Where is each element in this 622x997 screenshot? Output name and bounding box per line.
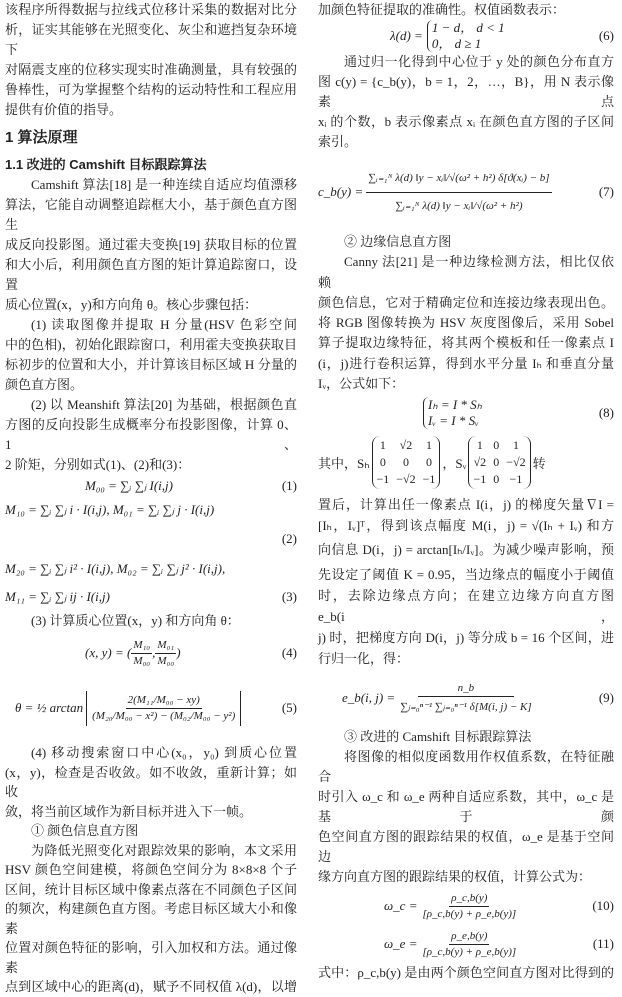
- equation-number: (11): [592, 936, 614, 952]
- text-line: 时引入 ω_c 和 ω_e 两种自适应系数，其中，ω_c 是基于颜: [318, 789, 614, 825]
- text-line: xᵢ 的个数，b 表示像素点 xᵢ 在颜色直方图的子区间: [318, 114, 614, 129]
- numerator: M₁₀: [131, 638, 152, 654]
- text-line: 将图像的相似度函数用作权值系数，在特征融合: [318, 749, 614, 785]
- text-line: 向信息 D(i，j) = arctan[Iₕ/Iᵥ]。为减少噪声影响，预: [318, 542, 614, 558]
- text-line: 加颜色特征提取的准确性。权值函数表示：: [318, 2, 566, 17]
- sobel-h-matrix: [372, 436, 441, 489]
- equation-number: (3): [281, 589, 297, 604]
- numerator: ∑ᵢ₌₁ᴺ λ(d) ‖y − xᵢ‖/√(ω² + h²) δ[ϑ(xᵢ) − b]: [366, 165, 551, 193]
- equation-number: (2): [281, 531, 297, 546]
- text-line: 方图的反向投影生成概率分布投影图像，计算 0、1、: [5, 417, 297, 452]
- fraction: [90, 693, 237, 724]
- text-line: (x，y)，检查是否收敛。如不收敛，重新计算；如收: [5, 764, 297, 799]
- case: Iᵥ = I * Sᵥ: [428, 413, 479, 429]
- last-line: [318, 963, 614, 983]
- equation-text: (x, y) = (: [85, 645, 132, 660]
- equation-text: ω_c =: [384, 898, 418, 914]
- weight-intro: [318, 0, 614, 20]
- edge-histogram-heading: ② 边缘信息直方图: [344, 234, 452, 249]
- text-line: (i，j)进行卷积运算，得到水平分量 Iₕ 和垂直分量: [318, 355, 614, 371]
- matrix-cell: 1: [426, 437, 433, 452]
- equation-text: c_b(y) =: [318, 184, 364, 199]
- text-line: 的频次，构建颜色直方图。考虑目标区域大小和像素: [5, 901, 297, 936]
- denominator: ∑ⱼ₌₀ⁿ⁻¹ ∑ⱼ₌₀ⁿ⁻¹ δ[M(i, j) − K]: [400, 701, 532, 714]
- text-line: 时，去除边缘点方向；在建立边缘方向直方图 e_b(i，: [318, 588, 614, 625]
- text-line: 颜色直方图。: [5, 377, 84, 392]
- camshift-paragraph: [5, 175, 297, 475]
- matrix-cell: √2: [473, 454, 487, 469]
- text-line: (3) 计算质心位置(x，y) 和方向角 θ：: [31, 613, 240, 628]
- fraction: [420, 929, 518, 960]
- case: 1 − d， d < 1: [431, 20, 505, 35]
- text-line: Canny 法[21] 是一种边缘检测方法，相比仅依赖: [318, 254, 614, 290]
- text-line: 色空间直方图的跟踪结果的权值，ω_e 是基于空间边: [318, 829, 614, 865]
- text-line: 标初步的位置和大小，并计算该目标区域 H 分量的: [5, 357, 297, 372]
- equation-1: [5, 475, 297, 497]
- text-line: (1) 读取图像并提取 H 分量(HSV 色彩空间: [31, 317, 297, 332]
- equation-text: e_b(i, j) =: [342, 690, 396, 706]
- matrix-cell: −1: [509, 471, 523, 486]
- equation-11: [318, 925, 614, 963]
- equation-text: M₂₀ = ∑ᵢ ∑ⱼ i² · I(i,j), M₀₂ = ∑ᵢ ∑ⱼ j² · I(i,j),: [5, 561, 226, 576]
- numerator: M₀₁: [155, 638, 176, 654]
- text-line: 为降低光照变化对跟踪效果的影响，本文采用: [31, 842, 297, 858]
- equation-2: [5, 497, 297, 555]
- matrix-cell: √2: [399, 437, 413, 452]
- text-line: 缘方向直方图的跟踪结果的权值，计算公式为：: [318, 869, 592, 885]
- text-line: 通过归一化得到中心位于 y 处的颜色分布直方: [344, 54, 614, 69]
- denominator: [ρ_c,b(y) + ρ_e,b(y)]: [422, 907, 517, 920]
- equation-number: (10): [592, 898, 614, 914]
- text-line: 质心位置(x，y)和方向角 θ。核心步骤包括：: [5, 297, 258, 312]
- equation-number: (7): [598, 184, 614, 199]
- equation-5: [5, 675, 297, 741]
- right-column: [318, 0, 614, 983]
- matrix-cell: 0: [379, 454, 386, 469]
- text-line: HSV 颜色空间建模，将颜色空间分为 8×8×8 个子: [5, 862, 297, 877]
- normalization-paragraph: [318, 52, 614, 152]
- sobel-v-matrix: [468, 436, 530, 489]
- fraction: [155, 638, 176, 669]
- intro-paragraph: [5, 0, 297, 120]
- improved-section: [318, 727, 614, 887]
- equation-7: [318, 152, 614, 232]
- text-line: (4) 移动搜索窗口中心(x₀，y₀) 到质心位置: [31, 745, 297, 760]
- equation-number: (8): [598, 405, 614, 421]
- text-line: 式中：ρ_c,b(y) 是由两个颜色空间直方图对比得到的: [318, 965, 614, 981]
- left-column: [5, 0, 297, 997]
- text-line: 算法，它能自动调整追踪框大小，基于颜色直方图生: [5, 197, 297, 232]
- numerator: ρ_c,b(y): [449, 891, 489, 907]
- numerator: 2(M₁₁/M₀₀ − xy): [126, 693, 202, 709]
- cases: [423, 397, 482, 429]
- denominator: (M₂₀/M₀₀ − x²) − (M₀₂/M₀₀ − y²): [92, 709, 236, 722]
- text-line: 颜色信息，它对于精确定位和连接边缘表现出色。: [318, 294, 614, 310]
- equation-8: [318, 394, 614, 432]
- numerator: ρ_e,b(y): [449, 929, 489, 945]
- equation-text: θ = ½ arctan: [15, 700, 84, 715]
- numerator: n_b: [418, 681, 515, 697]
- section-heading: 1 算法原理: [5, 129, 78, 146]
- text-line: 区间，统计目标区域中像素点落在不同颜色子区间: [5, 881, 297, 897]
- matrix-cell: −1: [422, 471, 436, 486]
- text: 其中，Sₕ: [318, 455, 370, 471]
- sobel-matrices: [318, 432, 614, 492]
- text-line: 该程序所得数据与拉线式位移计采集的数据对比分: [5, 2, 297, 17]
- gradient-paragraph: [318, 494, 614, 669]
- step4-paragraph: [5, 743, 297, 997]
- case: 0， d ≥ 1: [431, 36, 482, 51]
- matrix-cell: 0: [493, 471, 500, 486]
- equation-number: (6): [598, 28, 614, 43]
- equation-text: ): [176, 645, 181, 660]
- text-line: 中的色相)，初始化跟踪窗口，利用霍夫变换获取目: [5, 337, 297, 352]
- text-line: 和大小后，利用颜色直方图的矩计算追踪窗口，设置: [5, 257, 297, 292]
- equation-3: [5, 555, 297, 611]
- matrix-cell: 0: [402, 454, 409, 469]
- text-line: 先设定了阈值 K = 0.95，当边缘点的幅度小于阈值: [318, 567, 614, 583]
- fraction: [398, 681, 533, 715]
- matrix-cell: 1: [379, 437, 386, 452]
- equation-number: (4): [281, 645, 297, 660]
- equation-number: (1): [281, 478, 297, 493]
- edge-section: [318, 232, 614, 394]
- text-line: 成反向投影图。通过霍夫变换[19] 获取目标的位置: [5, 237, 297, 252]
- cases: [427, 20, 505, 52]
- text-line: 提供有价值的指导。: [5, 102, 123, 117]
- color-histogram-heading: ① 颜色信息直方图: [31, 823, 139, 838]
- text: 转: [532, 455, 546, 471]
- improved-camshift-heading: ③ 改进的 Camshift 目标跟踪算法: [344, 729, 532, 745]
- equation-6: [318, 20, 614, 52]
- matrix-cell: 1: [476, 437, 483, 452]
- matrix-cell: 1: [512, 437, 519, 452]
- case: Iₕ = I * Sₕ: [428, 397, 482, 413]
- step3-text: [5, 611, 297, 631]
- matrix-cell: 0: [493, 454, 500, 469]
- text-line: 图 c(y) = {c_b(y)，b = 1，2，…，B}，用 N 表示像素点: [318, 74, 614, 109]
- matrix-cell: 0: [426, 454, 433, 469]
- text-line: (2) 以 Meanshift 算法[20] 为基础，根据颜色直: [31, 397, 297, 412]
- matrix-cell: −√2: [506, 454, 526, 469]
- text-line: 置后，计算出任一像素点 I(i，j) 的梯度矢量∇I =: [318, 497, 614, 513]
- matrix-cell: 0: [493, 437, 500, 452]
- text-line: Iᵥ，公式如下：: [318, 376, 405, 392]
- text-line: 点到区域中心的距离(d)，赋予不同权值 λ(d)，以增: [5, 979, 297, 994]
- text-line: 位置对颜色特征的影响，引入加权和方法。通过像素: [5, 940, 297, 975]
- matrix-cell: −1: [473, 471, 487, 486]
- equation-text: ω_e =: [384, 936, 418, 952]
- text-line: 对隔震支座的位移实现实时准确测量，具有较强的: [5, 62, 297, 77]
- fraction: [366, 165, 551, 220]
- text-line: 析，证实其能够在光照变化、灰尘和遮挡复杂环境下: [5, 22, 297, 57]
- denominator: ∑ᵢ₌₁ᴺ λ(d) ‖y − xᵢ‖/√(ω² + h²): [395, 199, 523, 212]
- equation-text: M₁₁ = ∑ᵢ ∑ⱼ ij · I(i,j): [5, 589, 110, 604]
- text-line: 算子提取边缘特征，将其两个模板和任一像素点 I: [318, 335, 614, 351]
- matrix-cell: −1: [376, 471, 390, 486]
- equation-text: λ(d) =: [390, 28, 423, 43]
- denominator: M₀₀: [133, 654, 151, 667]
- text-line: 鲁棒性，可为掌握整个结构的运动特性和工程应用: [5, 82, 297, 97]
- text-line: 2 阶矩，分别如式(1)、(2)和(3)：: [5, 457, 191, 472]
- text-line: Camshift 算法[18] 是一种连续自适应均值漂移: [31, 177, 297, 192]
- fraction: [420, 891, 518, 922]
- denominator: [ρ_c,b(y) + ρ_e,b(y)]: [422, 945, 517, 958]
- matrix-cell: −√2: [396, 471, 416, 486]
- equation-number: (9): [598, 690, 614, 706]
- text-line: j) 时，把梯度方向 D(i，j) 等分成 b = 16 个区间，进: [318, 630, 614, 646]
- text: ，Sᵥ: [442, 455, 467, 471]
- equation-4: (x, y) = ( $\frac{\text{M₁₀}}{\text{M₀₀}}$ , $\frac{\text{M₀₁}}{\text{M₀₀}}$ ) (4): [85, 638, 297, 667]
- equation-text: M₀₀ = ∑ᵢ ∑ⱼ I(i,j): [85, 478, 173, 493]
- equation-text: M₁₀ = ∑ᵢ ∑ⱼ i · I(i,j), M₀₁ = ∑ᵢ ∑ⱼ j · I(i,j): [5, 502, 215, 517]
- equation-9: [318, 669, 614, 727]
- subsection-heading: 1.1 改进的 Camshift 目标跟踪算法: [5, 157, 207, 172]
- text-line: 行归一化，得：: [318, 651, 410, 667]
- text-line: 将 RGB 图像转换为 HSV 灰度图像后，采用 Sobel: [318, 315, 614, 331]
- equation-10: [318, 887, 614, 925]
- fraction: [131, 638, 152, 669]
- denominator: M₀₀: [157, 654, 175, 667]
- text-line: [Iₕ，Iᵥ]ᵀ，得到该点幅度 M(i，j) = √(Iₕ + Iᵥ) 和方: [318, 518, 614, 534]
- text-line: 索引。: [318, 134, 358, 149]
- text-line: 敛，将当前区域作为新目标并进入下一帧。: [5, 803, 253, 819]
- equation-number: (5): [281, 700, 297, 715]
